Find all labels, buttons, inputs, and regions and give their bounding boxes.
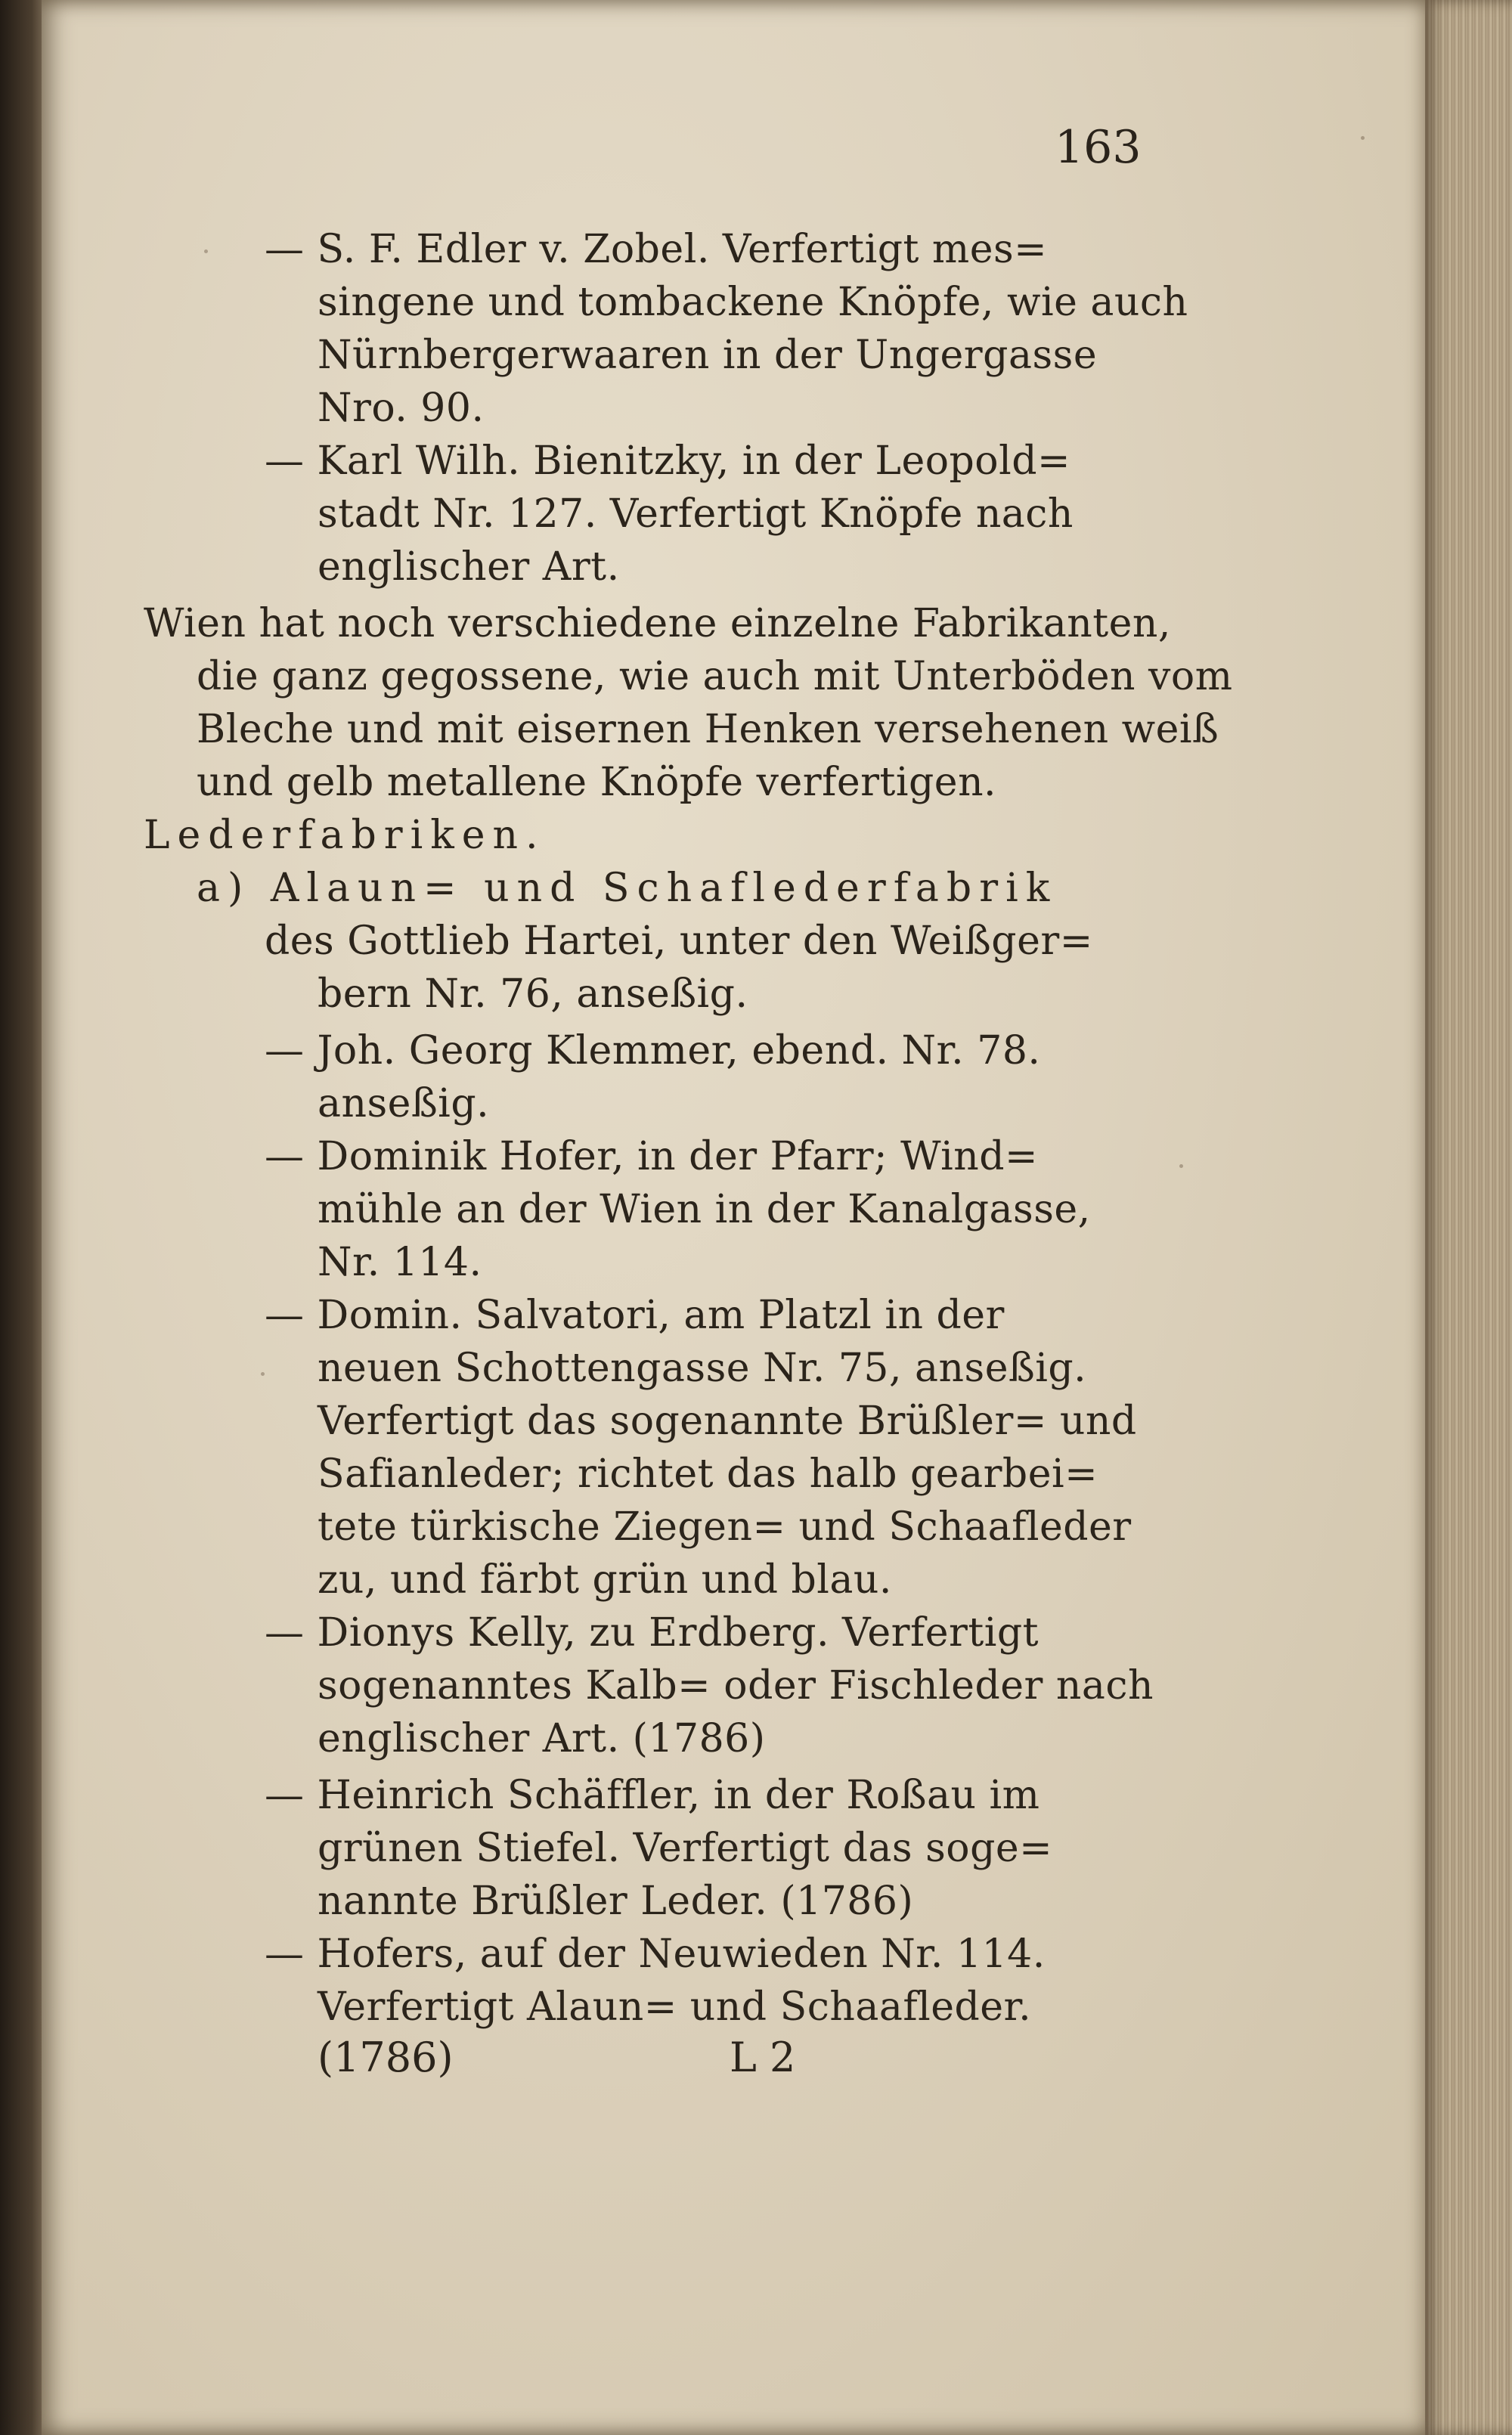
- section-heading: Lederfabriken.: [144, 813, 546, 858]
- printer-signature-mark: L 2: [730, 2034, 796, 2081]
- text-line: — Dominik Hofer, in der Pfarr; Wind=: [265, 1134, 1039, 1179]
- paper-speck: [204, 249, 208, 253]
- text-line: singene und tombackene Knöpfe, wie auch: [318, 280, 1188, 325]
- text-line: Wien hat noch verschiedene einzelne Fabrikanten,: [144, 601, 1171, 646]
- paper-speck: [1361, 136, 1365, 140]
- subsection-heading: a) Alaun= und Schaflederfabrik: [197, 866, 1058, 911]
- text-line: — Dionys Kelly, zu Erdberg. Verfertigt: [265, 1610, 1040, 1656]
- text-line: mühle an der Wien in der Kanalgasse,: [318, 1187, 1091, 1232]
- text-line: — Hofers, auf der Neuwieden Nr. 114.: [265, 1932, 1046, 1977]
- text-line: Verfertigt Alaun= und Schaafleder.: [318, 1984, 1032, 2030]
- text-line: neuen Schottengasse Nr. 75, anseßig.: [318, 1346, 1087, 1391]
- text-line: Nürnbergerwaaren in der Ungergasse: [318, 333, 1098, 378]
- text-line: grünen Stiefel. Verfertigt das soge=: [318, 1826, 1053, 1871]
- text-line: zu, und färbt grün und blau.: [318, 1557, 892, 1603]
- text-line: — Karl Wilh. Bienitzky, in der Leopold=: [265, 438, 1071, 484]
- text-line: Nro. 90.: [318, 386, 485, 431]
- text-line: — Joh. Georg Klemmer, ebend. Nr. 78.: [265, 1028, 1041, 1073]
- text-line: bern Nr. 76, anseßig.: [318, 971, 748, 1017]
- text-line: Nr. 114.: [318, 1240, 482, 1285]
- text-line: Safianleder; richtet das halb gearbei=: [318, 1451, 1098, 1497]
- text-line: die ganz gegossene, wie auch mit Unterböden vom: [197, 654, 1233, 699]
- paper-speck: [1179, 1164, 1183, 1168]
- text-line: des Gottlieb Hartei, unter den Weißger=: [265, 919, 1093, 964]
- text-line: Bleche und mit eisernen Henken versehenen weiß: [197, 707, 1219, 752]
- text-line: (1786): [318, 2034, 454, 2081]
- text-line: sogenanntes Kalb= oder Fischleder nach: [318, 1663, 1154, 1709]
- page-edge: [1425, 0, 1512, 2435]
- text-line: — S. F. Edler v. Zobel. Verfertigt mes=: [265, 227, 1048, 272]
- text-line: — Domin. Salvatori, am Platzl in der: [265, 1293, 1005, 1338]
- text-line: nannte Brüßler Leder. (1786): [318, 1879, 914, 1924]
- text-line: tete türkische Ziegen= und Schaafleder: [318, 1504, 1132, 1550]
- paper-speck: [261, 1372, 265, 1376]
- text-line: Verfertigt das sogenannte Brüßler= und: [318, 1399, 1137, 1444]
- text-line: stadt Nr. 127. Verfertigt Knöpfe nach: [318, 491, 1074, 537]
- text-line: anseßig.: [318, 1081, 490, 1126]
- text-line: englischer Art. (1786): [318, 1716, 766, 1761]
- text-line: und gelb metallene Knöpfe verfertigen.: [197, 760, 997, 805]
- book-spine: [0, 0, 45, 2435]
- text-line: — Heinrich Schäffler, in der Roßau im: [265, 1773, 1040, 1818]
- page-number: 163: [1055, 121, 1142, 174]
- text-line: englischer Art.: [318, 544, 620, 590]
